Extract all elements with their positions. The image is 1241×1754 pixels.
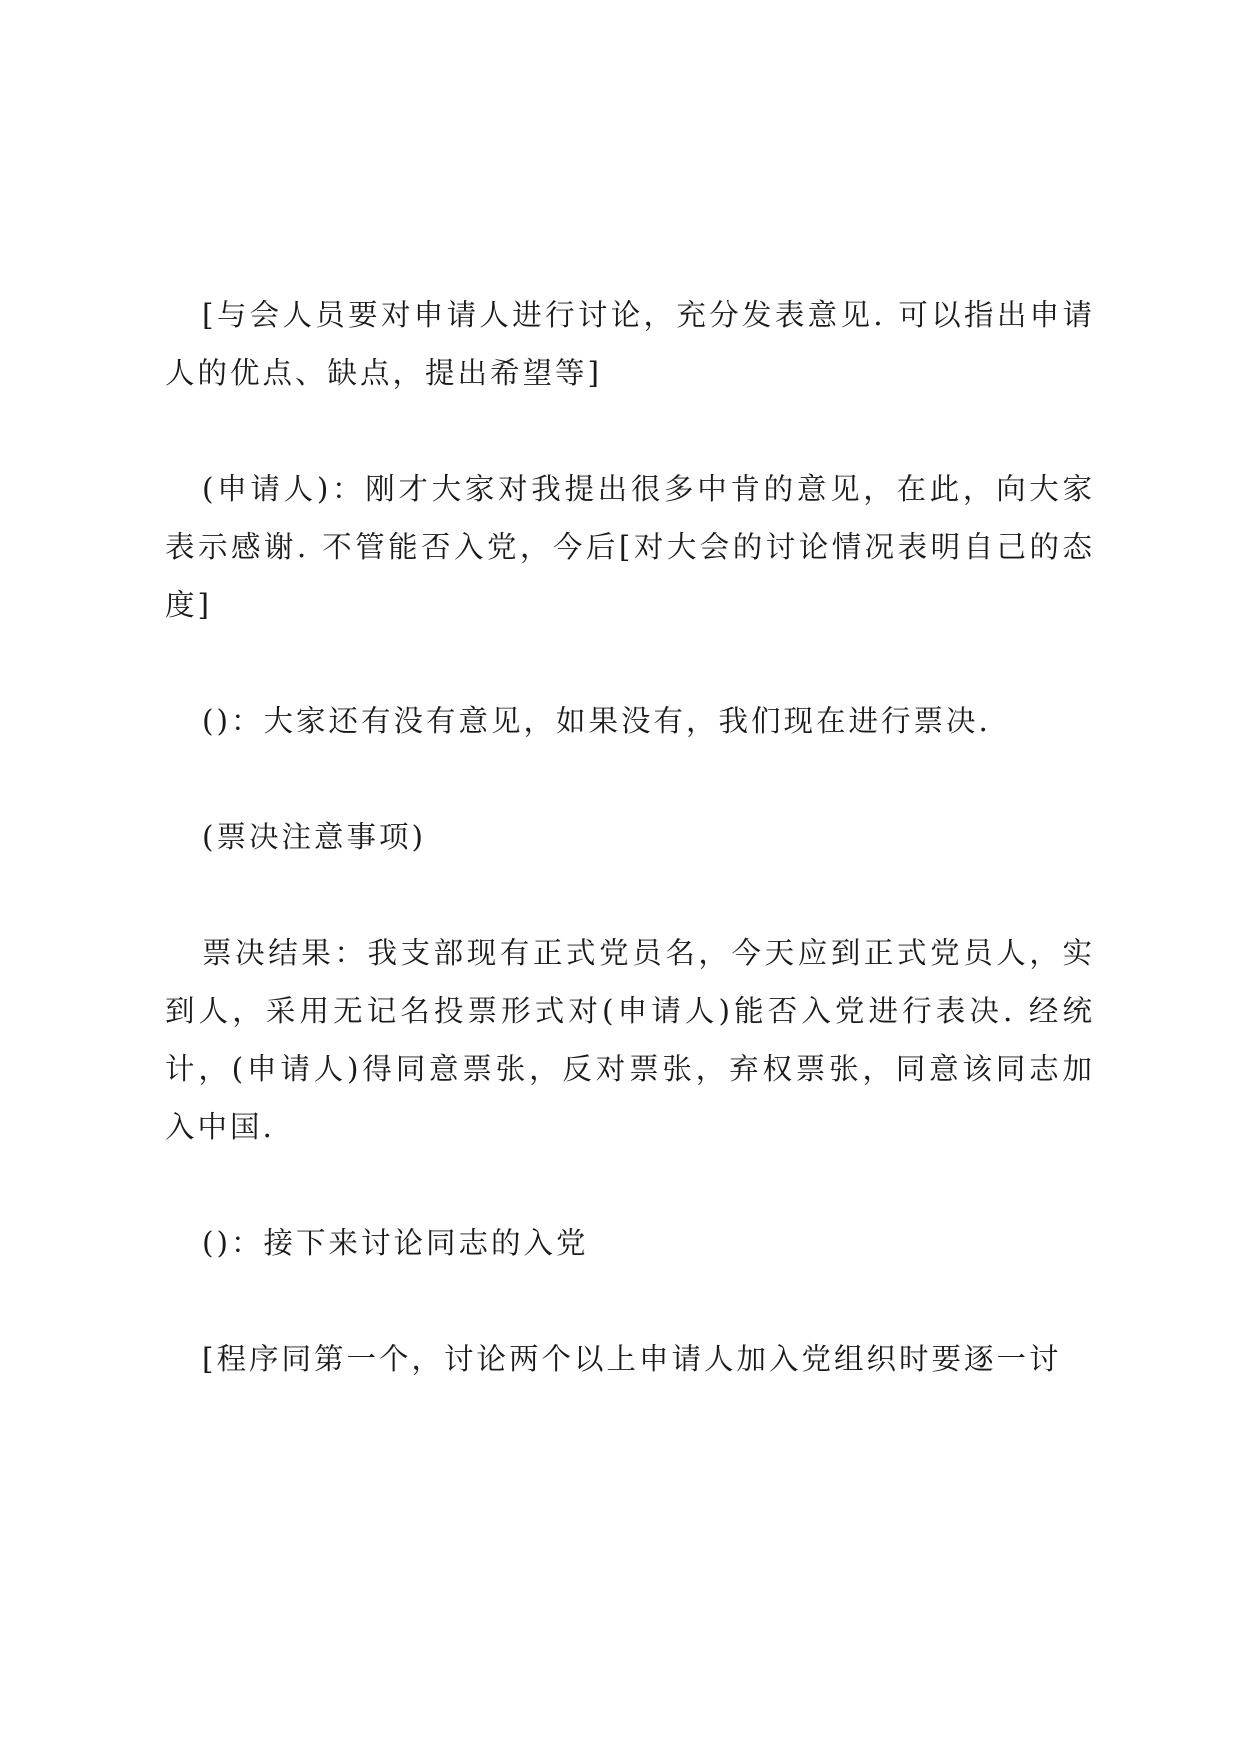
paragraph-call-for-vote: ()：大家还有没有意见，如果没有，我们现在进行票决. bbox=[202, 704, 991, 738]
paragraph-procedure-note: [程序同第一个，讨论两个以上申请人加入党组织时要逐一讨 bbox=[202, 1342, 1062, 1376]
document-body bbox=[165, 286, 1095, 1388]
paragraph-next-applicant: ()：接下来讨论同志的入党 bbox=[202, 1226, 589, 1260]
paragraph-applicant-response: (申请人)：刚才大家对我提出很多中肯的意见，在此，向大家表示感谢. 不管能否入党，今后[对大会的讨论情况表明自己的态度] bbox=[165, 472, 1095, 622]
paragraph-vote-result: 票决结果：我支部现有正式党员名，今天应到正式党员人，实到人，采用无记名投票形式对(申请人)能否入党进行表决. 经统计，(申请人)得同意票张，反对票张，弃权票张，同意该同志加入中国. bbox=[165, 936, 1095, 1144]
paragraph-discussion-instruction: [与会人员要对申请人进行讨论，充分发表意见. 可以指出申请人的优点、缺点，提出希望等] bbox=[165, 298, 1095, 390]
paragraph-vote-notes: (票决注意事项) bbox=[202, 820, 427, 854]
